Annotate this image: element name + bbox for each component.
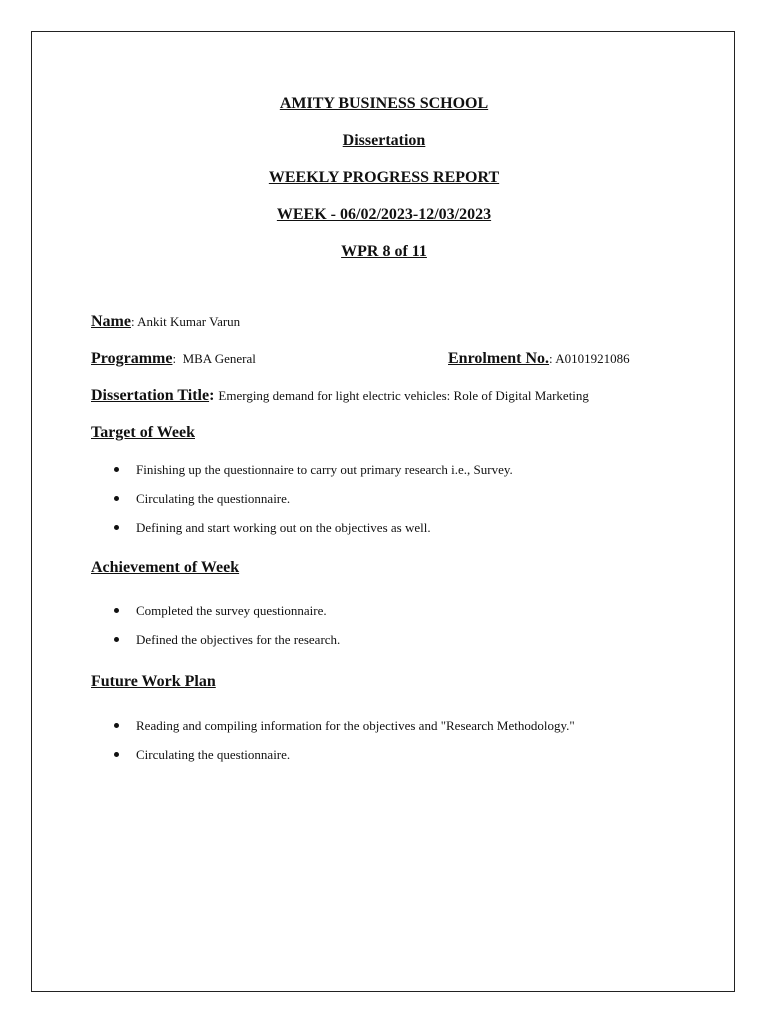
bullet-icon xyxy=(114,723,119,728)
bullet-icon xyxy=(114,525,119,530)
achievement-of-week-list xyxy=(112,603,340,661)
document-subject: Dissertation xyxy=(342,132,426,149)
name-field xyxy=(91,313,240,331)
school-name: AMITY BUSINESS SCHOOL xyxy=(279,95,489,112)
report-title: WEEKLY PROGRESS REPORT xyxy=(268,169,500,186)
list-item-text: Reading and compiling information for the objectives and "Research Methodology." xyxy=(136,718,575,733)
list-item xyxy=(112,491,513,520)
dissertation-title-value: Emerging demand for light electric vehicles: Role of Digital Marketing xyxy=(218,388,589,403)
name-label: Name xyxy=(91,313,131,330)
programme-colon: : xyxy=(172,351,183,366)
enrolment-label: Enrolment No. xyxy=(448,350,550,367)
programme-label: Programme xyxy=(91,350,173,367)
enrolment-colon: : xyxy=(549,351,556,366)
list-item-text: Defined the objectives for the research. xyxy=(136,632,341,647)
future-work-plan-heading: Future Work Plan xyxy=(91,673,216,690)
enrolment-value: A0101921086 xyxy=(555,351,630,366)
list-item xyxy=(112,603,340,632)
list-item xyxy=(112,632,340,661)
week-range: WEEK - 06/02/2023-12/03/2023 xyxy=(276,206,492,223)
list-item-text: Circulating the questionnaire. xyxy=(136,747,291,762)
target-of-week-heading: Target of Week xyxy=(91,424,195,441)
bullet-icon xyxy=(114,467,119,472)
dissertation-title-label: Dissertation Title xyxy=(91,387,210,404)
list-item-text: Completed the survey questionnaire. xyxy=(136,603,327,618)
list-item xyxy=(112,718,575,747)
wpr-number: WPR 8 of 11 xyxy=(341,243,427,260)
programme-value: MBA General xyxy=(182,351,256,366)
list-item xyxy=(112,747,575,776)
dissertation-title-colon: : xyxy=(209,387,219,404)
dissertation-title-field xyxy=(91,387,589,405)
target-of-week-list xyxy=(112,462,513,549)
list-item xyxy=(112,520,513,549)
name-value: Ankit Kumar Varun xyxy=(137,314,241,329)
bullet-icon xyxy=(114,496,119,501)
list-item-text: Circulating the questionnaire. xyxy=(136,491,291,506)
programme-field xyxy=(91,350,256,368)
bullet-icon xyxy=(114,637,119,642)
future-work-plan-list xyxy=(112,718,575,776)
bullet-icon xyxy=(114,608,119,613)
bullet-icon xyxy=(114,752,119,757)
list-item-text: Finishing up the questionnaire to carry out primary research i.e., Survey. xyxy=(136,462,513,477)
list-item xyxy=(112,462,513,491)
enrolment-field xyxy=(448,350,630,368)
name-colon: : xyxy=(130,314,138,329)
achievement-of-week-heading: Achievement of Week xyxy=(91,559,240,576)
list-item-text: Defining and start working out on the objectives as well. xyxy=(136,520,431,535)
